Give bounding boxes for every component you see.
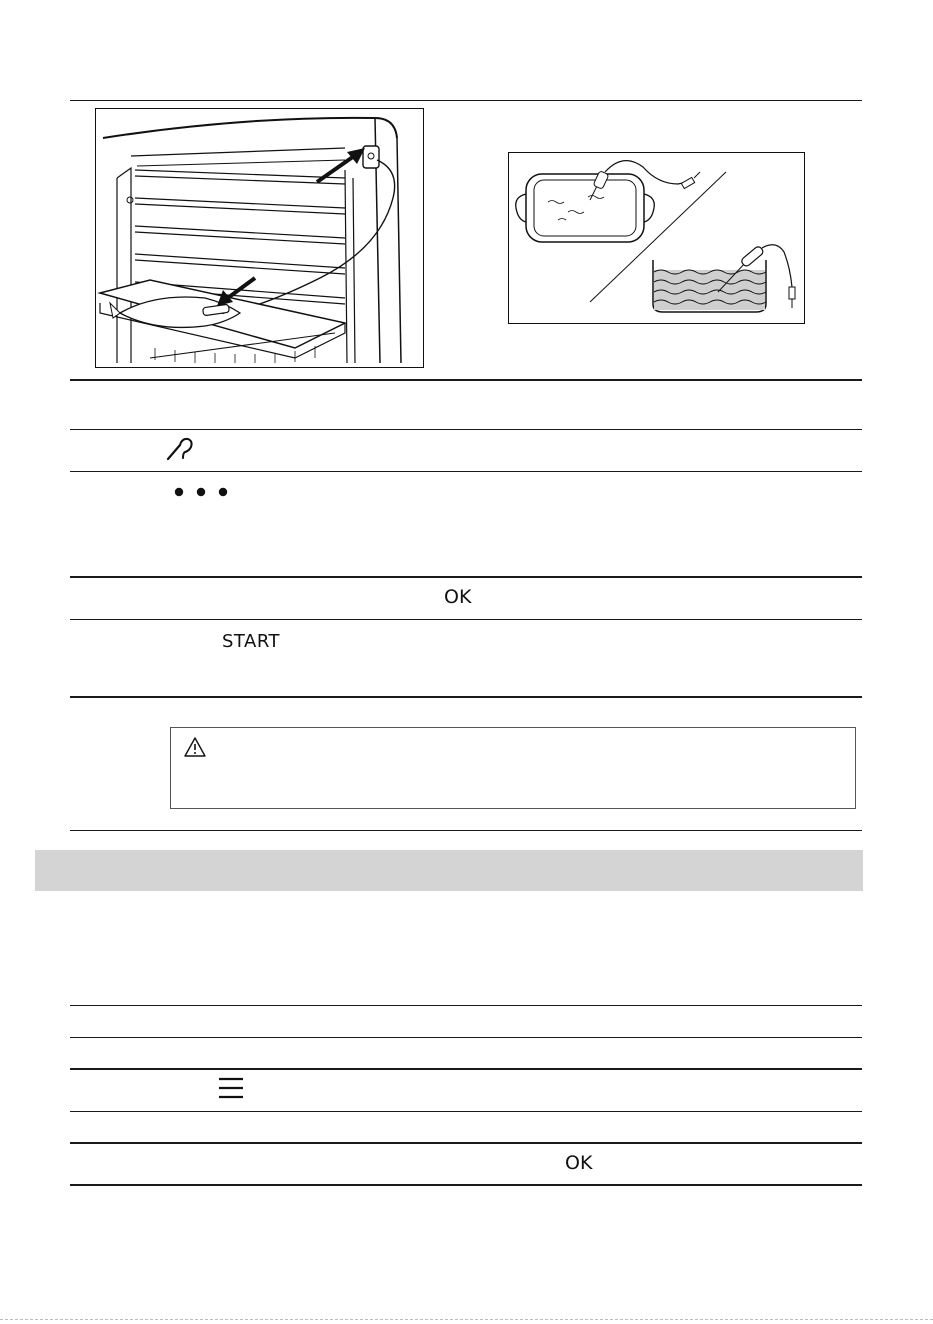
meat-probe-icon [165,436,195,462]
oven-illustration [95,108,424,368]
divider-row-4 [70,619,862,620]
menu-icon [218,1076,244,1100]
divider-row-5 [70,696,862,698]
start-label: START [222,631,281,652]
divider-row-3 [70,576,862,578]
divider-figures-bottom [70,379,862,381]
page-bottom-edge [0,1319,933,1320]
ok-label: OK [565,1152,593,1174]
divider-table-bottom [70,1184,862,1186]
divider-warning-bottom [70,830,862,831]
warning-box [170,727,856,809]
divider-table-5 [70,1142,862,1144]
divider-table-1 [70,1005,862,1006]
divider-top [70,100,862,101]
divider-row-1 [70,429,862,430]
three-dots-icon [172,486,232,498]
divider-table-3 [70,1068,862,1070]
ok-label: OK [444,586,472,608]
section-header-bar [35,850,863,891]
divider-table-4 [70,1111,862,1112]
containers-illustration [508,152,805,324]
divider-table-2 [70,1037,862,1038]
warning-triangle-icon [183,736,207,758]
divider-row-2 [70,471,862,472]
